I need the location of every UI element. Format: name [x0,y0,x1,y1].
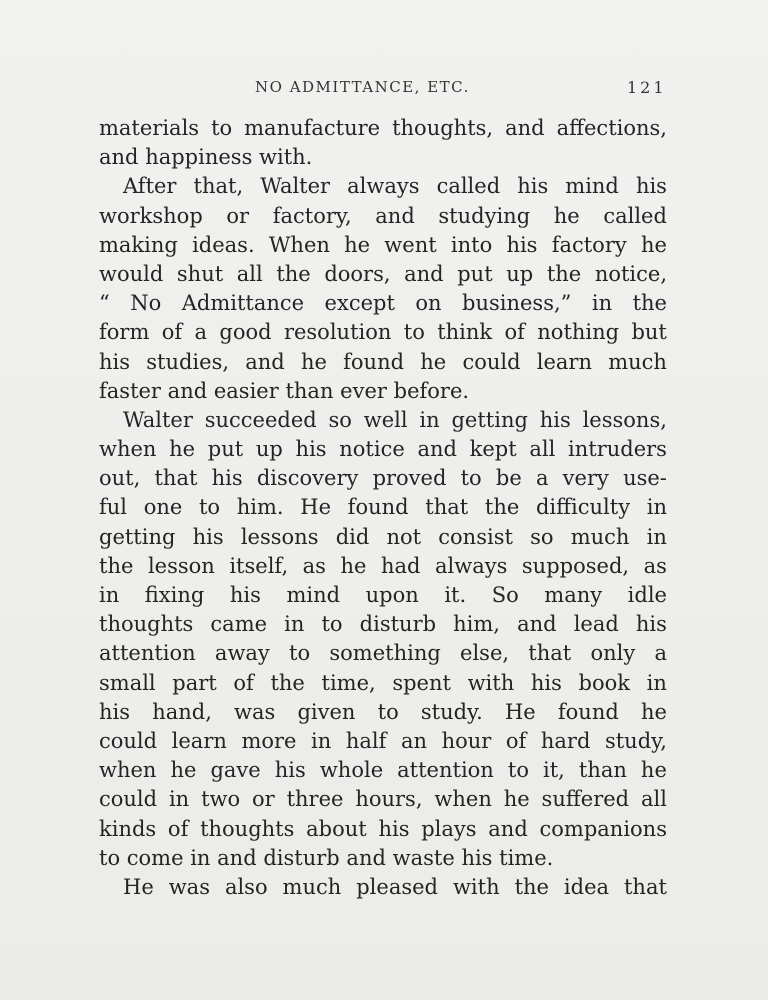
word: think [437,320,493,345]
word: idea [563,874,610,899]
word: hours, [355,787,423,812]
word: two [201,787,241,812]
text-line [99,231,667,260]
word: suffered [541,787,630,812]
word: when [99,437,157,462]
word: always [347,174,420,199]
word: form [99,320,150,345]
word: it. [444,583,467,607]
word: not [386,524,422,549]
word: but [631,320,667,345]
word: on [415,291,442,316]
word: easier [213,378,279,403]
word: only [590,641,636,666]
word: mind [565,174,619,199]
word: and [505,116,545,140]
word: all [529,437,556,462]
word: much [608,349,667,374]
word: manufacture [244,116,381,140]
word: found [343,349,405,374]
word: affections, [556,116,667,140]
running-head: NO ADMITTANCE, ETC. [255,78,470,96]
word: also [224,874,268,899]
word: three [286,787,344,812]
word: his [635,612,667,637]
text-line [99,873,667,902]
word: to [460,466,482,491]
word: his [211,466,243,491]
text-line [99,202,667,231]
word: disturb [263,845,340,870]
word: discovery [256,466,359,491]
text-line [99,318,667,347]
word: did [335,524,370,549]
word: he [640,699,667,724]
word: very [562,466,609,491]
word: gave [210,758,261,783]
word: in [646,670,667,695]
word: part [172,670,217,695]
word: the [632,291,667,316]
word: learn [536,349,592,374]
word: was [168,874,210,899]
word: waste [392,845,455,870]
word: more [241,728,297,753]
word: that [623,874,667,899]
word: found [347,495,409,520]
word: When [268,232,330,257]
word: factory, [272,203,352,228]
word: learn [171,728,227,753]
word: to [321,612,343,637]
word: or [252,787,275,812]
word: to [211,116,233,140]
word: put [457,261,493,286]
word: he [344,232,371,257]
text-line [99,289,667,318]
word: good [219,320,272,345]
word: He [504,699,536,724]
word: thoughts [200,816,295,841]
word: resolution [283,320,392,345]
word: materials [99,116,200,140]
word: hard [540,728,591,753]
text-line [99,172,667,201]
text-line [99,406,667,435]
word: the [546,261,582,286]
body-text [99,114,667,902]
word: in [591,291,613,316]
word: lessons [240,524,319,549]
word: in [190,845,211,870]
word: out, [99,466,141,491]
word: about [306,816,367,841]
word: “ [99,291,110,316]
word: in [646,524,667,549]
word: that [528,641,572,666]
word: getting [99,524,176,549]
word: nothing [537,320,620,345]
word: that [154,466,198,491]
word: workshop [99,203,203,228]
word: than [285,378,334,403]
word: He [123,874,154,899]
word: mind [286,583,341,607]
word: proved [372,466,447,491]
word: the [514,874,549,899]
word: time. [499,845,554,870]
text-line [99,844,667,873]
word: shut [176,261,224,286]
word: small [99,670,156,695]
word: his [506,232,538,257]
word: a [654,641,667,666]
word: his [99,349,131,374]
word: well [363,407,408,432]
word: into [450,232,493,257]
word: thoughts [99,612,194,637]
word: to [99,845,121,870]
word: could [462,349,521,374]
word: lesson [147,553,215,578]
word: the [99,553,134,578]
word: all [236,261,263,286]
word: so [530,524,554,549]
word: up [506,261,534,286]
word: of [161,320,183,345]
text-line [99,698,667,727]
word: went [384,232,437,257]
word: thoughts, [392,116,494,140]
word: he [420,349,447,374]
word: making [99,232,178,257]
word: the [484,495,520,520]
word: he [553,203,580,228]
word: lessons, [582,407,667,432]
word: and [99,145,139,170]
word: than [578,758,627,783]
word: in [419,407,440,432]
word: succeeded [204,407,317,432]
word: him. [236,495,284,520]
word: away [214,641,270,666]
word: him, [453,612,500,637]
text-line [99,523,667,552]
word: had [380,553,421,578]
word: consist [438,524,513,549]
word: he [640,758,667,783]
word: happiness [145,145,253,170]
word: disturb [359,612,437,637]
word: studies, [146,349,230,374]
word: an [400,728,428,753]
word: his [539,407,571,432]
word: Admittance [181,291,305,316]
word: called [603,203,667,228]
word: when [434,787,492,812]
text-line [99,581,667,610]
word: to [377,699,399,724]
text-line [99,348,667,377]
page-number: 121 [627,78,667,97]
word: intruders [568,437,667,462]
text-line [99,435,667,464]
word: and [167,378,208,403]
word: always [435,553,508,578]
text-line [99,815,667,844]
word: companions [539,816,667,841]
text-line [99,114,667,143]
text-line [99,552,667,581]
word: given [297,699,356,724]
text-line [99,143,667,172]
word: much [282,874,342,899]
word: he [503,787,530,812]
word: or [226,203,250,228]
text-line [99,785,667,814]
word: that [425,495,469,520]
word: his [295,437,327,462]
word: he [300,349,327,374]
word: in [99,583,120,607]
word: After [123,174,177,199]
word: one [143,495,183,520]
word: Walter [123,407,193,432]
word: and [346,845,386,870]
word: that, [193,174,244,199]
word: factory [551,232,627,257]
word: of [505,728,527,753]
word: much [570,524,630,549]
word: the [270,670,305,695]
word: with [452,874,500,899]
word: doors, [324,261,391,286]
word: kept [469,437,517,462]
word: else, [460,641,510,666]
word: book [578,670,631,695]
word: getting [451,407,528,432]
word: something [329,641,441,666]
word: as [302,553,326,578]
word: Walter [260,174,331,199]
word: he [170,758,197,783]
word: his [635,174,667,199]
word: faster [99,378,161,403]
word: supposed, [521,553,630,578]
word: could [99,787,158,812]
word: upon [365,583,419,607]
word: So [491,583,519,607]
word: attention [397,758,494,783]
text-line [99,639,667,668]
word: all [640,787,667,812]
word: be [495,466,522,491]
word: study. [420,699,483,724]
word: his [99,699,131,724]
word: attention [99,641,196,666]
word: came [210,612,268,637]
word: whole [319,758,384,783]
word: as [643,553,667,578]
word: was [234,699,276,724]
word: business,” [462,291,572,316]
word: of [504,320,525,345]
word: hand, [152,699,212,724]
word: ideas. [192,232,255,257]
word: studying [438,203,531,228]
word: his [192,524,224,549]
word: and [517,612,557,637]
word: and [417,437,457,462]
word: he [340,553,367,578]
text-line [99,377,667,406]
word: with [467,670,515,695]
word: half [345,728,387,753]
text-line [99,493,667,522]
word: could [99,728,158,753]
word: called [436,174,501,199]
word: up [255,437,283,462]
word: of [233,670,254,695]
word: and [217,845,257,870]
word: and [404,261,444,286]
word: time, [321,670,376,695]
word: itself, [229,553,289,578]
word: when [99,758,157,783]
word: No [130,291,162,316]
word: fixing [144,583,205,607]
word: a [194,320,208,345]
word: would [99,261,164,286]
word: and [488,816,528,841]
word: to [289,641,311,666]
word: of [167,816,189,841]
word: before. [393,378,470,403]
text-line [99,669,667,698]
word: his [530,670,562,695]
word: hour [441,728,492,753]
text-line [99,610,667,639]
word: come [126,845,184,870]
word: his [274,758,306,783]
word: he [169,437,196,462]
word: his [229,583,261,607]
word: pleased [356,874,438,899]
word: a [535,466,549,491]
word: notice [339,437,405,462]
word: lead [573,612,619,637]
word: ever [340,378,387,403]
word: plays [421,816,477,841]
word: his [517,174,549,199]
word: except [324,291,395,316]
word: many [544,583,603,607]
word: to [198,495,221,520]
word: use- [623,466,667,491]
word: found [557,699,619,724]
word: in [646,495,667,520]
word: He [300,495,331,520]
word: study, [604,728,667,753]
word: so [328,407,352,432]
word: in [284,612,305,637]
word: in [311,728,332,753]
word: difficulty [535,495,631,520]
text-line [99,756,667,785]
text-line [99,727,667,756]
word: kinds [99,816,157,841]
word: to [403,320,425,345]
word: spent [392,670,451,695]
word: his [378,816,410,841]
word: it, [543,758,565,783]
text-line [99,260,667,289]
word: to [507,758,529,783]
word: the [276,261,311,286]
text-line [99,464,667,493]
word: ful [99,495,128,520]
word: in [168,787,190,812]
word: put [207,437,244,462]
word: with. [259,145,313,170]
word: his [461,845,493,870]
word: he [640,232,667,257]
word: idle [627,583,667,607]
word: and [375,203,415,228]
word: and [245,349,285,374]
word: notice, [594,261,667,286]
